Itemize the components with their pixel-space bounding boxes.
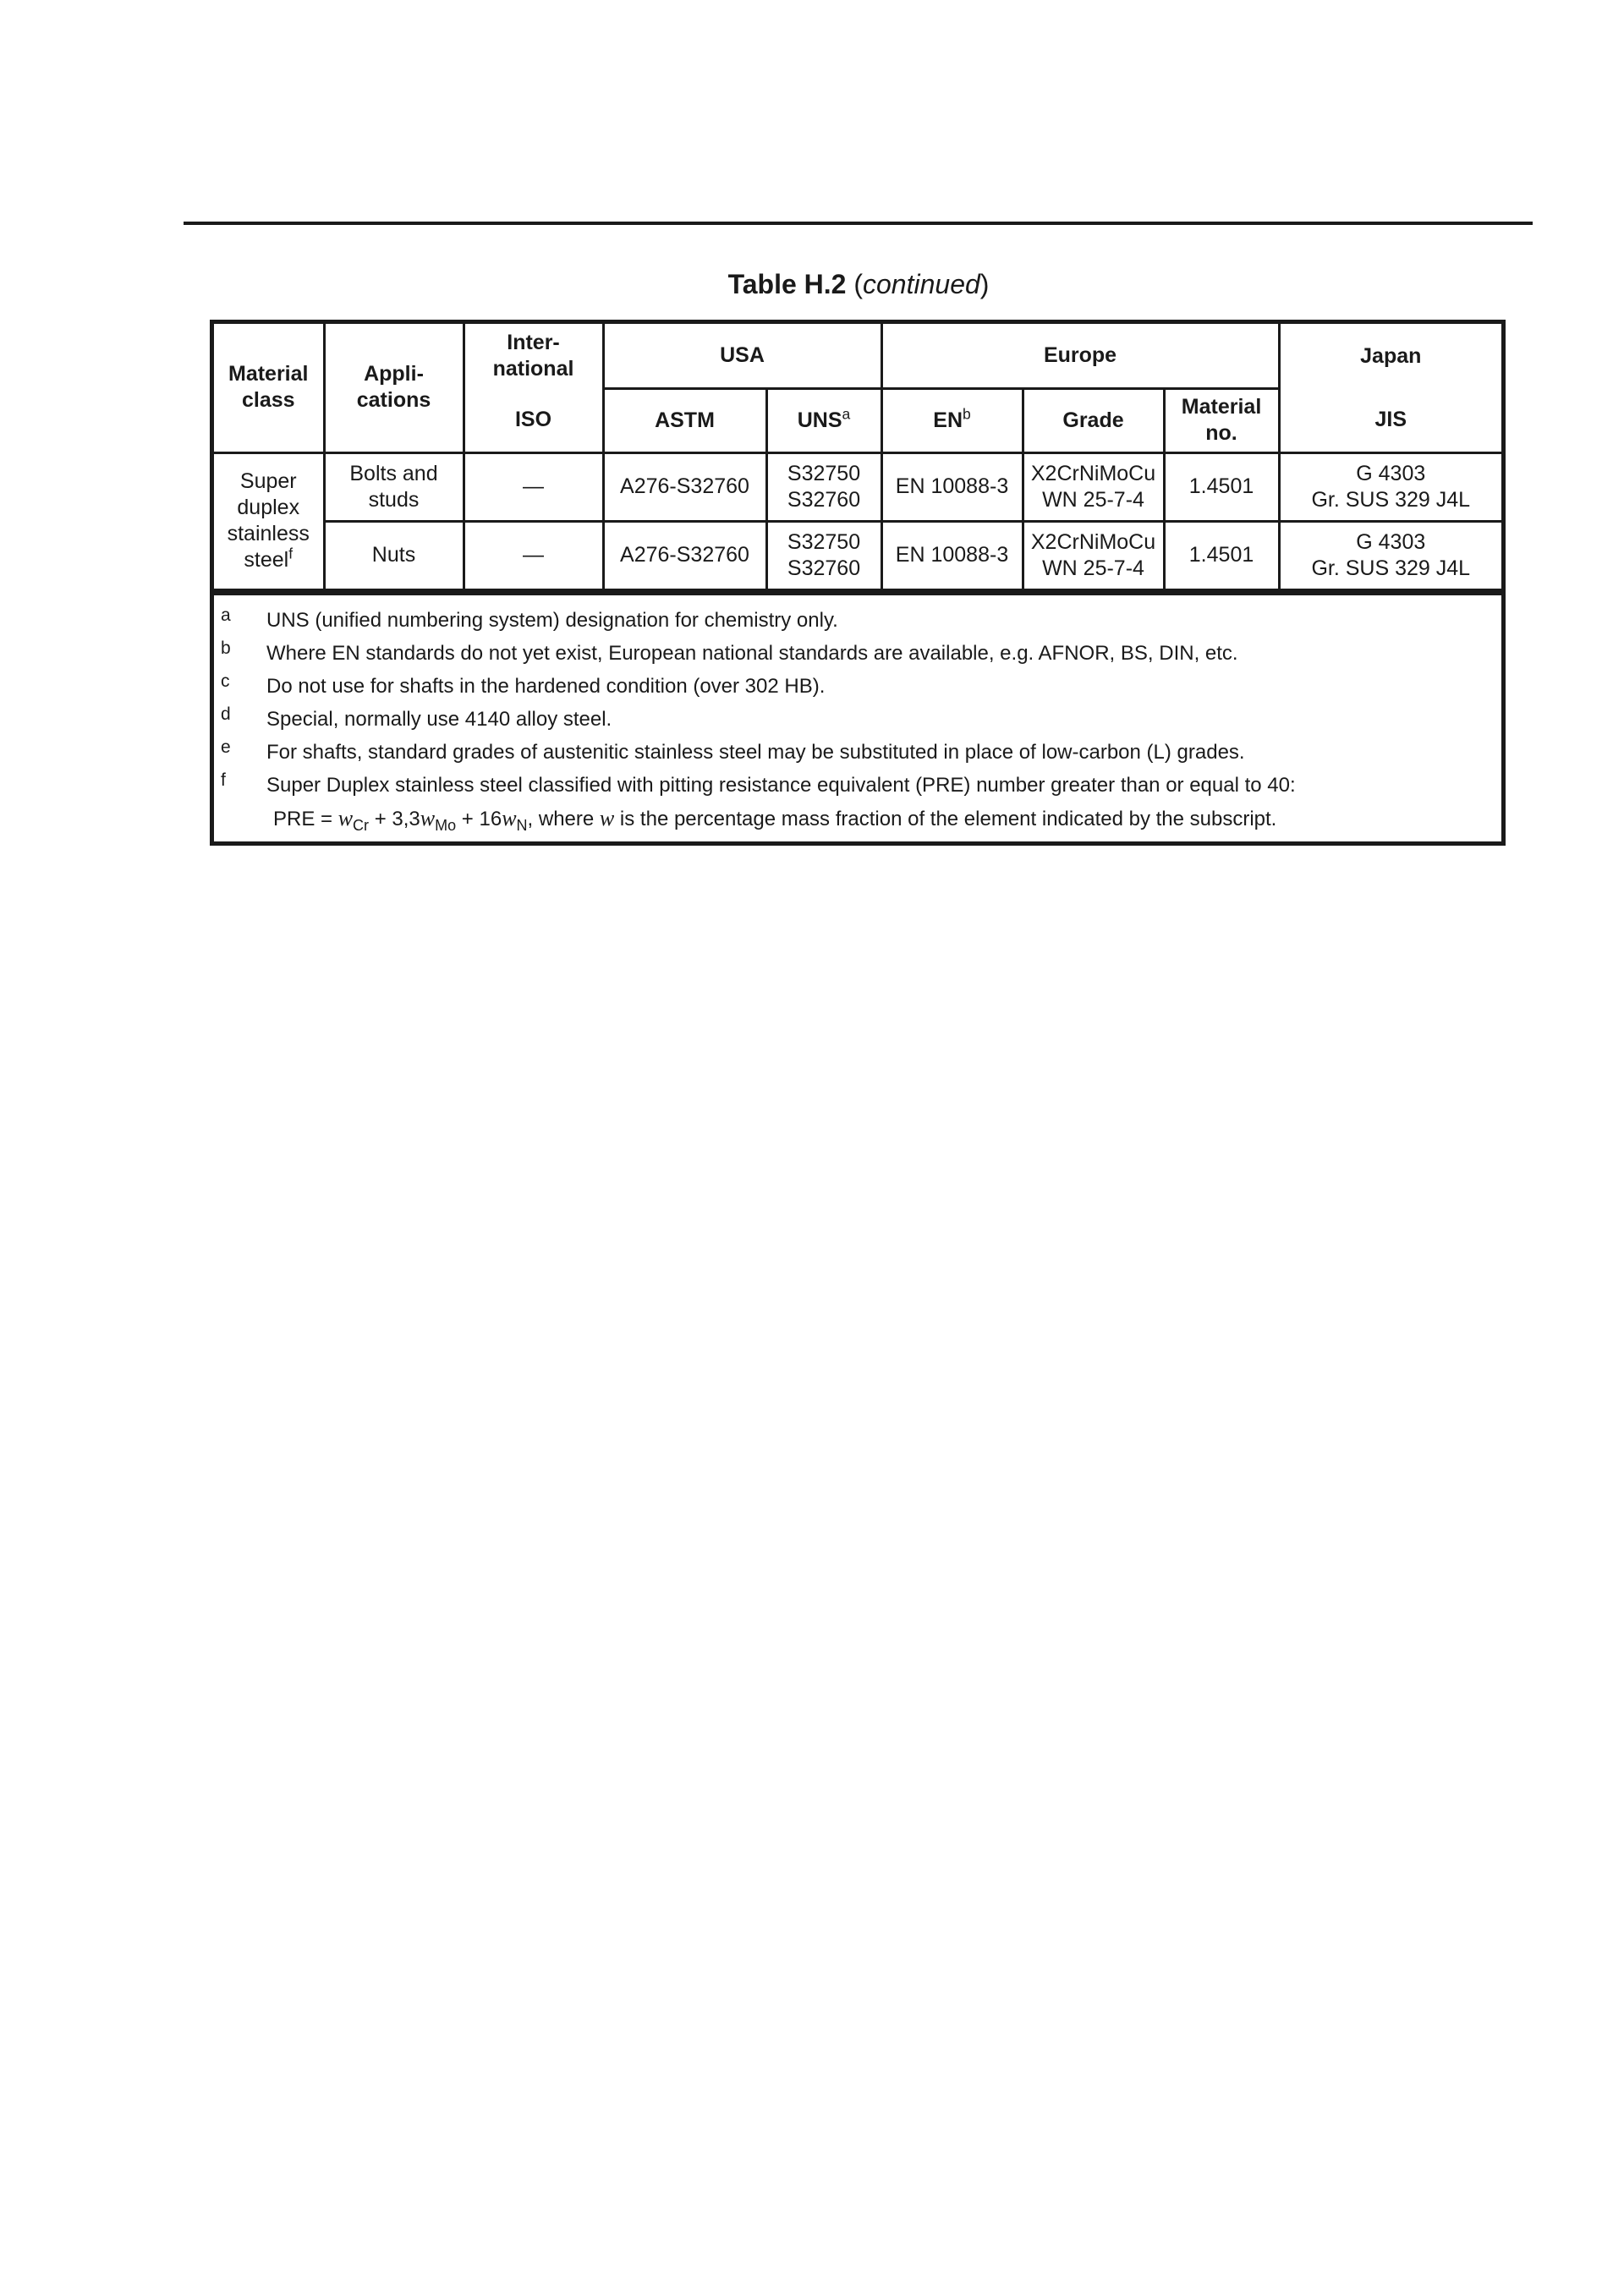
grade-value: WN 25-7-4 [1042,487,1144,512]
header-applications: Appli- cations [324,324,464,452]
footnote-key: a [221,605,231,625]
footnote-text: Super Duplex stainless steel classified with pitting resistance equivalent (PRE) number greater than or equal to 40: [266,773,1296,797]
material-class-cell [214,452,324,589]
application-cell: Bolts and studs [324,452,464,521]
footnote-text: UNS (unified numbering system) designation for chemistry only. [266,608,838,632]
uns-value: S32750 [787,461,861,485]
material-class-note: f [288,545,294,562]
formula-subscript: Cr [353,816,370,834]
astm-cell: A276-S32760 [603,521,766,589]
header-material-class: Material class [214,324,324,452]
formula-lhs: PRE = [273,807,333,830]
table-caption-label: Table H.2 [727,269,847,299]
footnote-text: Special, normally use 4140 alloy steel. [266,707,612,731]
formula-tail: is the percentage mass fraction of the element indicated by the subscript. [619,807,1277,830]
uns-cell [766,452,881,521]
grade-cell [1023,452,1164,521]
table-caption-qualifier: continued [863,269,980,299]
footnote [214,769,1501,802]
formula-term: + 3,3 [374,807,420,830]
header-rule [184,222,1533,225]
header-uns [766,388,881,452]
footnote-text: For shafts, standard grades of austenitic stainless steel may be substituted in place of low-carbon (L) grades. [266,740,1245,764]
jis-cell [1279,452,1501,521]
header-uns-note: a [842,405,851,423]
header-en-text: EN [933,408,963,432]
footnote [214,604,1501,637]
application-cell: Nuts [324,521,464,589]
grade-value: WN 25-7-4 [1042,556,1144,580]
footnote-key: f [221,770,226,790]
grade-value: X2CrNiMoCu [1030,461,1156,485]
table-row [214,452,1501,521]
material-no-cell: 1.4501 [1164,452,1279,521]
header-material-no: Material no. [1164,388,1279,452]
materials-table [210,320,1506,846]
table-row [214,521,1501,589]
formula-subscript: N [516,816,528,834]
footnote-text: Where EN standards do not yet exist, European national standards are available, e.g. AFNOR, BS, DIN, etc. [266,641,1238,665]
header-jis: JIS [1279,388,1501,452]
header-japan: Japan [1279,324,1501,388]
uns-value: S32750 [787,529,861,554]
jis-value: Gr. SUS 329 J4L [1311,487,1471,512]
footnote-key: e [221,737,231,757]
footnote [214,637,1501,670]
uns-cell [766,521,881,589]
header-usa: USA [603,324,881,388]
header-en [881,388,1023,452]
footnote [214,736,1501,769]
pre-formula [214,802,1501,835]
iso-cell: — [464,521,603,589]
header-en-note: b [963,405,971,423]
uns-value: S32760 [787,556,861,580]
formula-symbol: w [337,805,354,830]
en-cell: EN 10088-3 [881,521,1023,589]
jis-value: Gr. SUS 329 J4L [1311,556,1471,580]
header-iso: ISO [464,388,603,452]
footnote [214,670,1501,703]
jis-cell [1279,521,1501,589]
formula-symbol: w [599,805,615,830]
pre-formula-text [273,802,1276,836]
jis-value: G 4303 [1356,529,1426,554]
iso-cell: — [464,452,603,521]
header-europe: Europe [881,324,1279,388]
table-footnotes [214,591,1501,845]
footnote-key: c [221,671,230,691]
header-international: Inter- national [464,324,603,388]
formula-tail: , where [527,807,595,830]
grade-cell [1023,521,1164,589]
footnote-text: Do not use for shafts in the hardened condition (over 302 HB). [266,674,826,698]
material-no-cell: 1.4501 [1164,521,1279,589]
header-astm: ASTM [603,388,766,452]
formula-subscript: Mo [435,816,457,834]
table-caption: Table H.2 (continued) [727,269,990,299]
materials-grid [214,324,1501,591]
header-grade: Grade [1023,388,1164,452]
footnote-key: d [221,704,231,724]
footnote-key: b [221,638,231,658]
uns-value: S32760 [787,487,861,512]
formula-symbol: w [420,805,436,830]
jis-value: G 4303 [1356,461,1426,485]
en-cell: EN 10088-3 [881,452,1023,521]
footnote [214,703,1501,736]
grade-value: X2CrNiMoCu [1030,529,1156,554]
astm-cell: A276-S32760 [603,452,766,521]
material-class-text: Super duplex stainless steel [227,469,310,572]
header-uns-text: UNS [797,408,842,432]
formula-symbol: w [502,805,517,830]
formula-term: + 16 [461,807,502,830]
